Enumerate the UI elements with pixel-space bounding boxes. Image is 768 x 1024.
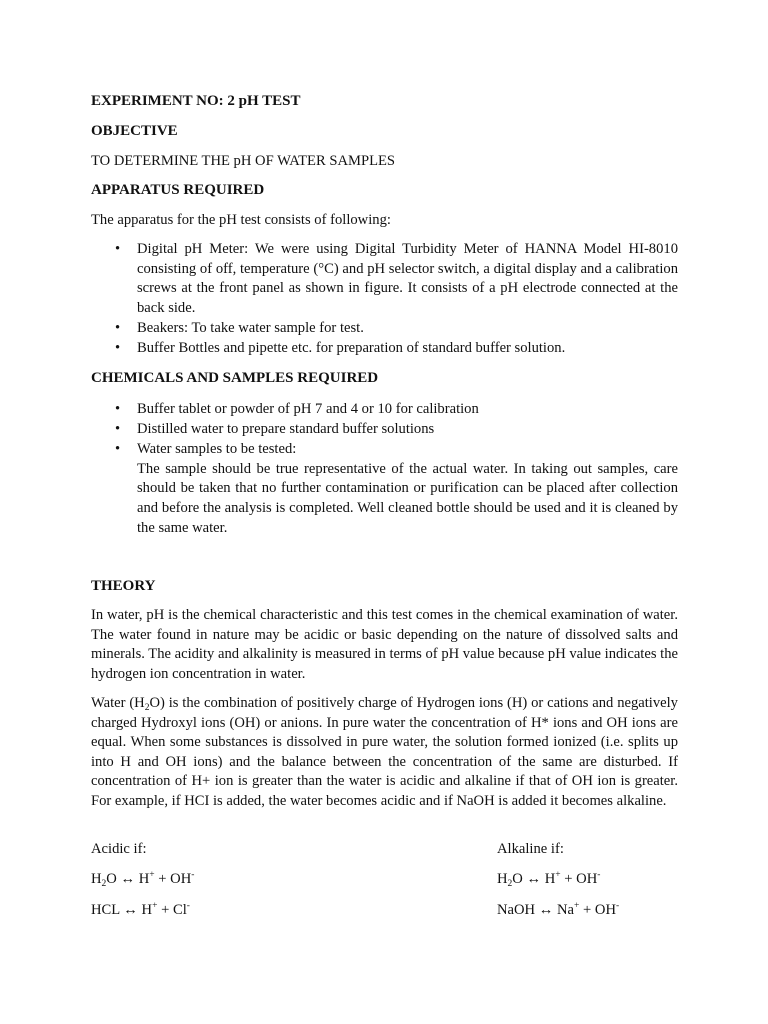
acidic-equation-water: $H_2O$ ↔ H+ + OH- (91, 870, 195, 889)
acidic-equation-hcl: HCL ↔ H+ + Cl- (91, 901, 190, 918)
list-item (91, 339, 678, 359)
page-title: EXPERIMENT NO: 2 pH TEST (91, 93, 301, 109)
alkaline-label: Alkaline if: (497, 841, 564, 857)
list-item (91, 240, 678, 318)
bullet-icon: • (115, 421, 121, 438)
list-item-text: Water samples to be tested: (137, 441, 297, 458)
bullet-icon: • (115, 401, 121, 417)
chemicals-heading: CHEMICALS AND SAMPLES REQUIRED (91, 370, 379, 386)
list-item (91, 440, 678, 538)
theory-heading: THEORY (91, 578, 156, 594)
bullet-icon: • (115, 241, 121, 257)
bullet-icon: • (115, 319, 121, 336)
chemicals-list (91, 400, 678, 539)
list-item-text: Buffer tablet or powder of pH 7 and 4 or 10 for calibration (137, 401, 479, 417)
alkaline-equation-naoh: NaOH ↔ Na+ + OH- (497, 901, 620, 918)
apparatus-heading: APPARATUS REQUIRED (91, 182, 265, 198)
objective-heading: OBJECTIVE (91, 123, 178, 139)
list-item-text: Digital pH Meter: We were using Digital Turbidity Meter of HANNA Model HI-8010 consisting of off, temperature (°C) and pH selector switch, a digital display and a calibration screws at the front panel as shown in figure. It consists of a pH electrode connected at the back side. (137, 241, 678, 316)
list-item-text: Beakers: To take water sample for test. (137, 319, 364, 336)
list-item (91, 400, 678, 420)
bullet-icon: • (115, 441, 121, 458)
objective-text: TO DETERMINE THE pH OF WATER SAMPLES (91, 153, 396, 169)
list-item (91, 420, 678, 440)
list-item-text: Distilled water to prepare standard buffer solutions (137, 421, 435, 438)
acidic-label: Acidic if: (91, 841, 147, 857)
list-item (91, 319, 678, 339)
list-item-text: Buffer Bottles and pipette etc. for preparation of standard buffer solution. (137, 339, 566, 356)
theory-paragraph-1: In water, pH is the chemical characteristic and this test comes in the chemical examination of water. The water found in nature may be acidic or basic depending on the nature of dissolved salts and minerals. The acidity and alkalinity is measured in terms of pH value because pH value indicates the hydrogen ion concentration in water. (91, 607, 678, 682)
apparatus-list (91, 240, 678, 359)
chemicals-note: The sample should be true representative of the actual water. In taking out samples, care should be taken that no further contamination or purification can be placed after collection and before the analysis is completed. Well cleaned bottle should be used and it is cleaned by the same water. (137, 460, 678, 536)
apparatus-intro: The apparatus for the pH test consists of following: (91, 212, 391, 228)
bullet-icon: • (115, 339, 121, 356)
theory-paragraph-2: Water $(H_2O)$ is the combination of positively charge of Hydrogen ions (H) or cations and negatively charged Hydroxyl ions (OH) or anions. In pure water the concentration of H* ions and OH ions are equal. When some substances is dissolved in pure water, the solution formed ionized (i.e. splits up into H and OH ions) and the balance between the concentration of the same are disturbed. If concentration of H+ ion is greater than the water is acidic and alkaline if that of OH ion is greater. For example, if HCI is added, the water becomes acidic and if NaOH is added it becomes alkaline. (91, 695, 678, 809)
alkaline-equation-water: $H_2O$ ↔ H+ + OH- (497, 870, 601, 889)
